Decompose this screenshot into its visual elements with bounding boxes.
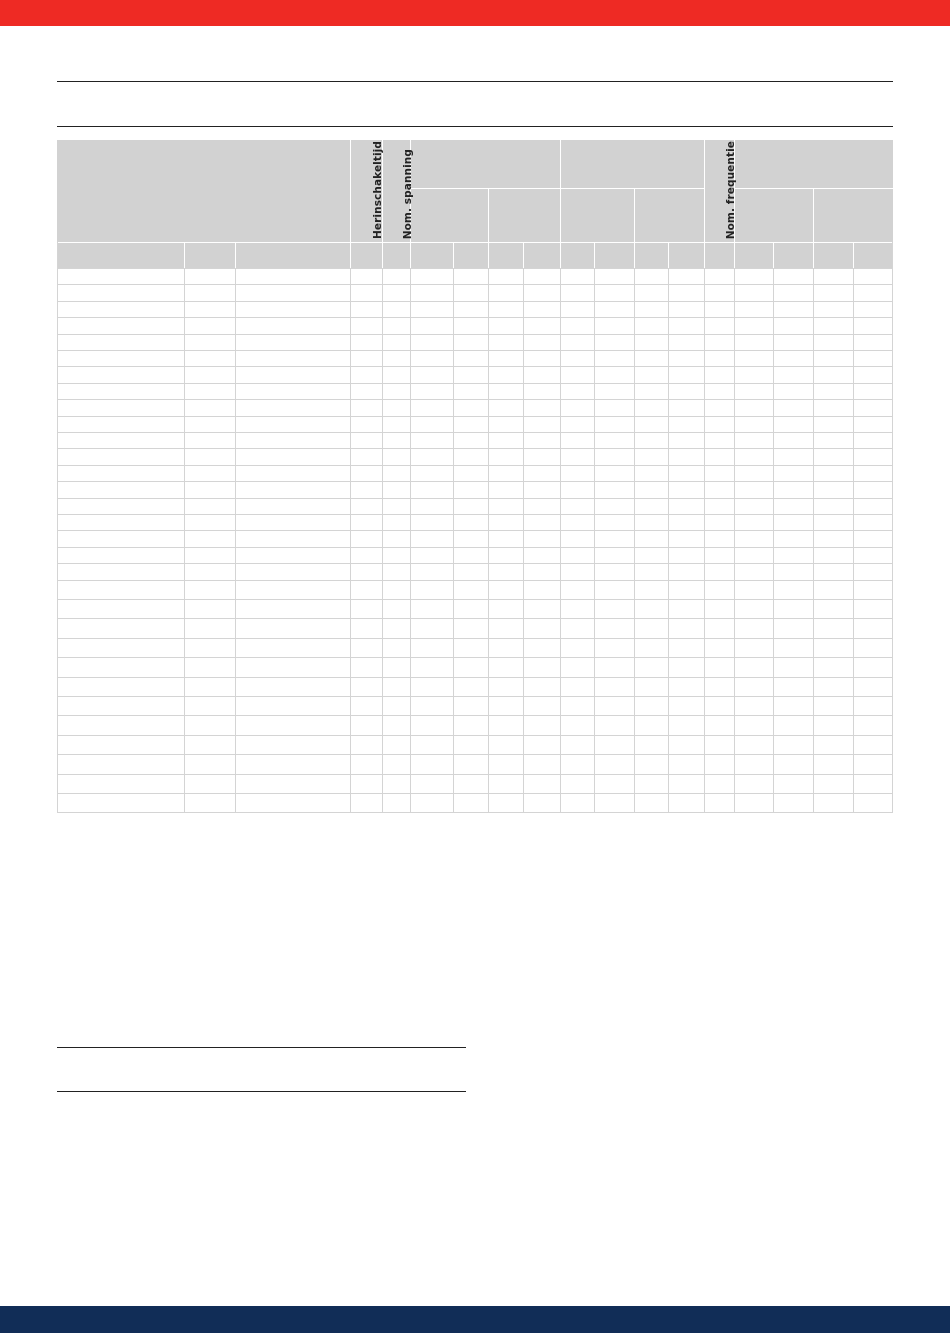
header-band-divider <box>184 242 185 268</box>
grid-column-line <box>410 242 411 812</box>
grid-row-line <box>57 284 893 285</box>
header-band-divider <box>488 242 489 268</box>
grid-column-line <box>184 242 185 812</box>
grid-column-line <box>892 242 893 812</box>
grid-row-line <box>57 793 893 794</box>
grid-row-line <box>57 301 893 302</box>
header-nominal-frequency-label: Nom. frequentie <box>725 140 737 239</box>
header-subdivider <box>410 188 560 189</box>
grid-row-line <box>57 432 893 433</box>
grid-row-line <box>57 812 893 813</box>
header-band-divider <box>410 242 411 268</box>
grid-row-line <box>57 754 893 755</box>
grid-row-line <box>57 514 893 515</box>
header-nominal-voltage-label: Nom. spanning <box>402 148 414 239</box>
header-band-divider <box>382 242 383 268</box>
grid-column-line <box>668 242 669 812</box>
grid-row-line <box>57 481 893 482</box>
grid-row-line <box>57 696 893 697</box>
grid-row-line <box>57 399 893 400</box>
footer-rule-bottom <box>57 1091 466 1092</box>
grid-row-line <box>57 563 893 564</box>
header-band-divider <box>235 242 236 268</box>
header-band-divider <box>634 242 635 268</box>
grid-row-line <box>57 638 893 639</box>
grid-row-line <box>57 317 893 318</box>
grid-column-line <box>560 242 561 812</box>
grid-column-line <box>57 242 58 812</box>
header-fill-field[interactable] <box>57 96 893 124</box>
header-band-divider <box>773 242 774 268</box>
header-band-divider <box>594 242 595 268</box>
grid-row-line <box>57 366 893 367</box>
header-band-divider <box>453 242 454 268</box>
header-band-divider <box>668 242 669 268</box>
header-reclosing-time-label: Herinschakeltijd <box>372 141 384 239</box>
grid-row-line <box>57 268 893 269</box>
header-band-divider <box>560 242 561 268</box>
grid-column-line <box>453 242 454 812</box>
footer-rule-top <box>57 1047 466 1048</box>
grid-column-line <box>350 242 351 812</box>
grid-column-line <box>235 242 236 812</box>
header-band-divider <box>350 242 351 268</box>
header-band-divider <box>853 242 854 268</box>
grid-row-line <box>57 465 893 466</box>
grid-row-line <box>57 530 893 531</box>
header-reclosing-time <box>350 140 382 242</box>
bottom-accent-bar <box>0 1306 950 1333</box>
header-bottom-divider <box>57 242 893 243</box>
footer-fill-field[interactable] <box>57 1060 466 1088</box>
header-nominal-frequency <box>704 140 737 242</box>
grid-column-line <box>523 242 524 812</box>
grid-row-line <box>57 383 893 384</box>
grid-row-line <box>57 657 893 658</box>
grid-column-line <box>488 242 489 812</box>
grid-column-line <box>734 242 735 812</box>
header-subdivider <box>560 188 704 189</box>
grid-row-line <box>57 498 893 499</box>
grid-column-line <box>634 242 635 812</box>
grid-column-line <box>853 242 854 812</box>
header-band-divider <box>813 242 814 268</box>
header-rule-bottom <box>57 126 893 127</box>
grid-row-line <box>57 774 893 775</box>
grid-row-line <box>57 618 893 619</box>
grid-column-line <box>813 242 814 812</box>
grid-row-line <box>57 599 893 600</box>
grid-row-line <box>57 350 893 351</box>
header-block <box>57 140 893 268</box>
header-rule-top <box>57 81 893 82</box>
grid-column-line <box>594 242 595 812</box>
grid-row-line <box>57 677 893 678</box>
grid-row-line <box>57 416 893 417</box>
grid-row-line <box>57 448 893 449</box>
header-band-divider <box>523 242 524 268</box>
top-accent-bar <box>0 0 950 26</box>
header-nominal-voltage <box>382 140 414 242</box>
grid-row-line <box>57 547 893 548</box>
header-band-divider <box>704 242 705 268</box>
grid-column-line <box>704 242 705 812</box>
grid-row-line <box>57 580 893 581</box>
grid-column-line <box>773 242 774 812</box>
grid-column-line <box>382 242 383 812</box>
grid-row-line <box>57 334 893 335</box>
grid-row-line <box>57 735 893 736</box>
measurement-table <box>57 140 893 871</box>
grid-row-line <box>57 715 893 716</box>
header-band-divider <box>734 242 735 268</box>
